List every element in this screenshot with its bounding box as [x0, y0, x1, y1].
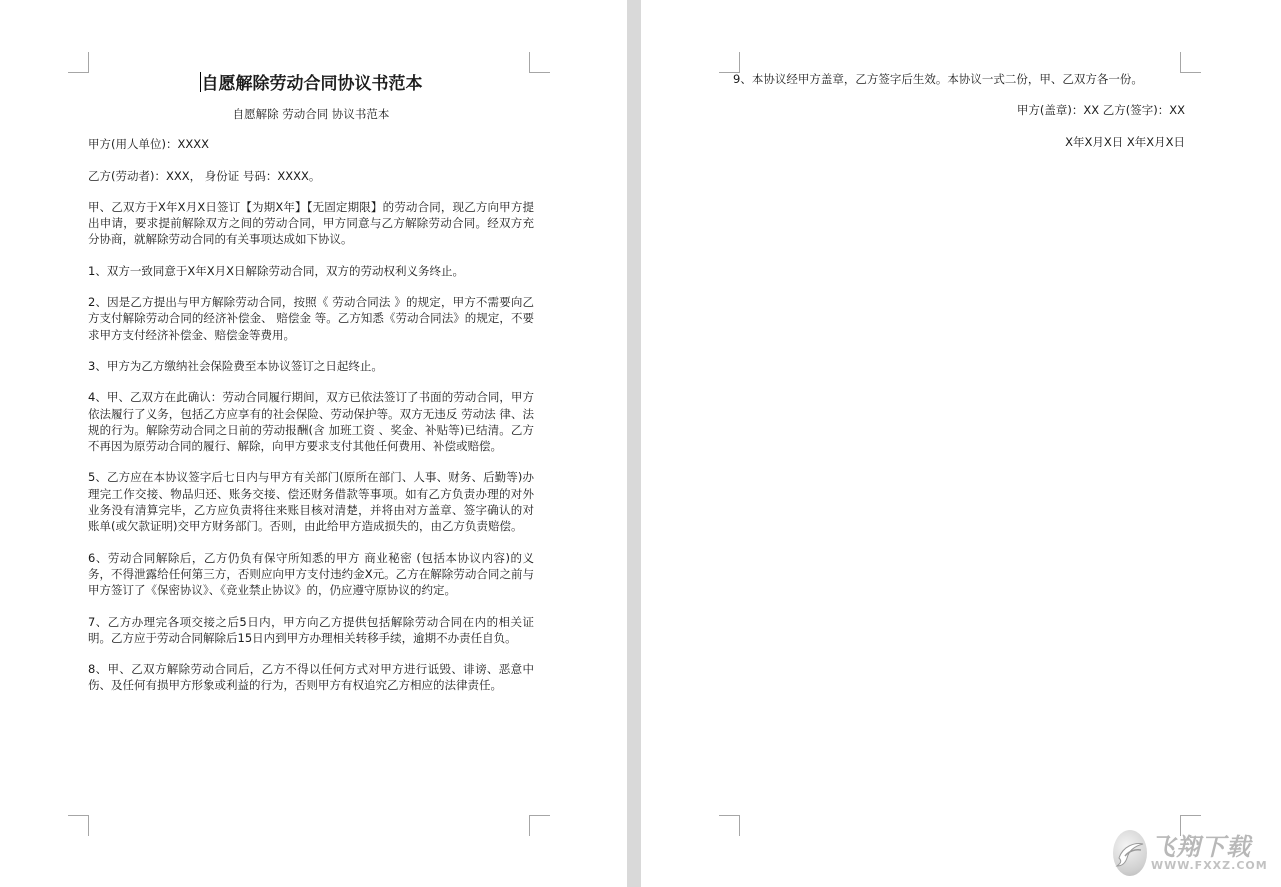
- margin-mark-bottom-left: [68, 815, 89, 836]
- page-1-body[interactable]: [88, 72, 534, 709]
- preamble-paragraph: 甲、乙双方于X年X月X日签订【为期X年】【无固定期限】的劳动合同，现乙方向甲方提出申请，要求提前解除双方之间的劳动合同，甲方同意与乙方解除劳动合同。经双方充分协商，就解除劳动合同的有关事项达成如下协议。: [88, 199, 534, 247]
- site-watermark: [1113, 827, 1268, 879]
- watermark-brand-cn: 飞翔下载: [1151, 833, 1251, 861]
- document-title-text: 自愿解除劳动合同协议书范本: [201, 74, 423, 94]
- document-subtitle: 自愿解除 劳动合同 协议书范本: [232, 107, 390, 121]
- margin-mark-bottom-left: [719, 815, 740, 836]
- document-page-2: [641, 0, 1281, 887]
- clause-4: 4、甲、乙双方在此确认：劳动合同履行期间，双方已依法签订了书面的劳动合同，甲方依法履行了义务，包括乙方应享有的社会保险、劳动保护等。双方无违反 劳动法 律、法规的行为。解除劳动合同之日前的劳动报酬(含 加班工资 、奖金、补贴等)已结清。乙方不再因为原劳动合同的履行、解除，向甲方要求支付其他任何费用、补偿或赔偿。: [88, 390, 534, 454]
- watermark-brand-en: WWW.FXXZ.COM: [1151, 859, 1268, 872]
- margin-mark-top-left: [68, 52, 89, 73]
- page-gap: [627, 0, 641, 887]
- clause-9: 9、本协议经甲方盖章，乙方签字后生效。本协议一式二份，甲、乙双方各一份。: [733, 72, 1143, 86]
- party-b-line: 乙方(劳动者)：XXX， 身份证 号码：XXXX。: [88, 168, 321, 183]
- party-a-line: 甲方(用人单位)：XXXX: [88, 137, 209, 152]
- date-line: X年X月X日 X年X月X日: [1065, 134, 1185, 149]
- clause-1: 1、双方一致同意于X年X月X日解除劳动合同，双方的劳动权利义务终止。: [88, 263, 464, 278]
- clause-2: 2、因是乙方提出与甲方解除劳动合同，按照《 劳动合同法 》的规定，甲方不需要向乙方支付解除劳动合同的经济补偿金、 赔偿金 等。乙方知悉《劳动合同法》的规定，不要求甲方支付经济补偿金、赔偿金等费用。: [88, 295, 534, 342]
- document-page-1: [0, 0, 627, 887]
- clause-7: 7、乙方办理完各项交接之后5日内，甲方向乙方提供包括解除劳动合同在内的相关证明。乙方应于劳动合同解除后15日内到甲方办理相关转移手续，逾期不办责任自负。: [88, 614, 534, 645]
- clause-6: 6、劳动合同解除后，乙方仍负有保守所知悉的甲方 商业秘密 (包括本协议内容)的义务，不得泄露给任何第三方，否则应向甲方支付违约金X元。乙方在解除劳动合同之前与甲方签订了《保密协议》、《竞业禁止协议》的，仍应遵守原协议的约定。: [88, 550, 534, 598]
- page-2-body[interactable]: [733, 71, 1185, 165]
- document-title[interactable]: [88, 72, 534, 96]
- margin-mark-top-right: [1180, 52, 1201, 73]
- clause-8: 8、甲、乙双方解除劳动合同后，乙方不得以任何方式对甲方进行诋毁、诽谤、恶意中伤、及任何有损甲方形象或利益的行为，否则甲方有权追究乙方相应的法律责任。: [88, 662, 534, 693]
- margin-mark-top-right: [529, 52, 550, 73]
- clause-3: 3、甲方为乙方缴纳社会保险费至本协议签订之日起终止。: [88, 358, 383, 373]
- watermark-logo-icon: [1113, 830, 1147, 876]
- clause-5: 5、乙方应在本协议签字后七日内与甲方有关部门(原所在部门、人事、财务、后勤等)办理完工作交接、物品归还、账务交接、偿还财务借款等事项。如有乙方负责办理的对外业务没有清算完毕，乙方应负责将往来账目核对清楚，并将由对方盖章、签字确认的对账单(或欠款证明)交甲方财务部门。否则，由此给甲方造成损失的，由乙方负责赔偿。: [88, 470, 534, 534]
- margin-mark-bottom-right: [529, 815, 550, 836]
- margin-mark-top-left: [719, 52, 740, 73]
- signature-line: 甲方(盖章)：XX 乙方(签字)：XX: [1016, 103, 1185, 118]
- text-cursor: [200, 72, 201, 92]
